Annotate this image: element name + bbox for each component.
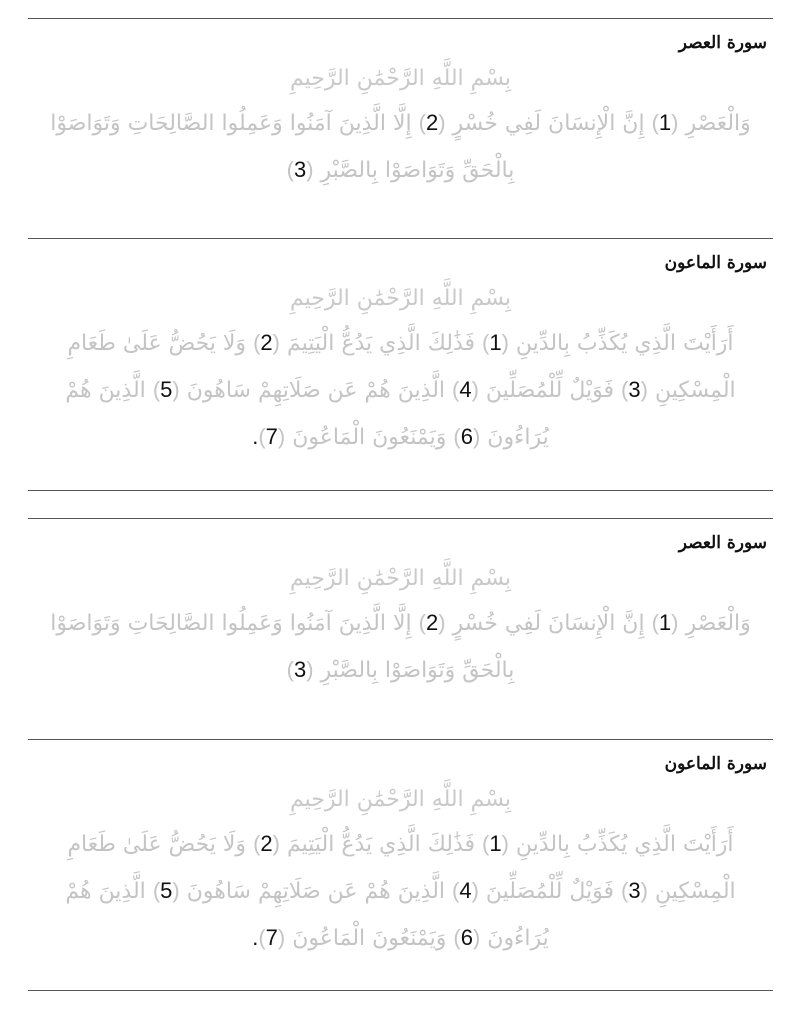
- divider-line: [28, 18, 773, 19]
- verse-text: الَّذِينَ هُمْ عَن صَلَاتِهِمْ سَاهُونَ: [186, 879, 446, 904]
- verse-number: 3: [293, 657, 307, 682]
- verse-text: وَيَمْنَعُونَ الْمَاعُونَ: [292, 926, 447, 951]
- verse-ending: .: [252, 925, 259, 950]
- verse-number: 1: [489, 330, 502, 355]
- verse-text: فَوَيْلٌ لِّلْمُصَلِّينَ: [485, 378, 615, 403]
- verse-text: فَوَيْلٌ لِّلْمُصَلِّينَ: [485, 879, 615, 904]
- verse-number: 2: [425, 110, 439, 135]
- divider-line: [28, 990, 773, 991]
- basmala: بِسْمِ اللَّهِ الرَّحْمَٰنِ الرَّحِيمِ: [289, 286, 512, 311]
- surah-section: [28, 28, 773, 194]
- verse-number: 5: [160, 878, 173, 903]
- verse-text: إِلَّا الَّذِينَ آمَنُوا وَعَمِلُوا الصَّالِحَاتِ وَتَوَاصَوْا بِالْحَقِّ وَتَوَاصَوْا بِالصَّبْرِ: [50, 611, 515, 683]
- divider-line: [28, 238, 773, 239]
- verses-block: وَالْعَصْرِ (1) إِنَّ الْإِنسَانَ لَفِي خُسْرٍ (2) إِلَّا الَّذِينَ آمَنُوا وَعَمِلُوا الصَّالِحَاتِ وَتَوَاصَوْا بِالْحَقِّ وَتَوَاصَوْا بِالصَّبْرِ (3): [50, 110, 751, 183]
- verse-text: إِنَّ الْإِنسَانَ لَفِي خُسْرٍ: [452, 611, 645, 636]
- worksheet-page: [28, 0, 773, 1024]
- verse-ending: .: [252, 424, 259, 449]
- basmala: بِسْمِ اللَّهِ الرَّحْمَٰنِ الرَّحِيمِ: [289, 787, 512, 812]
- verse-text: إِلَّا الَّذِينَ آمَنُوا وَعَمِلُوا الصَّالِحَاتِ وَتَوَاصَوْا بِالْحَقِّ وَتَوَاصَوْا بِالصَّبْرِ: [50, 111, 515, 183]
- surah-section: [28, 528, 773, 694]
- divider-line: [28, 518, 773, 519]
- verse-text: وَلَا يَحُضُّ عَلَىٰ طَعَامِ الْمِسْكِينِ: [67, 331, 736, 403]
- verses-block: أَرَأَيْتَ الَّذِي يُكَذِّبُ بِالدِّينِ (1) فَذَٰلِكَ الَّذِي يَدُعُّ الْيَتِيمَ (2) وَلَا يَحُضُّ عَلَىٰ طَعَامِ الْمِسْكِينِ (3) فَوَيْلٌ لِّلْمُصَلِّينَ (4) الَّذِينَ هُمْ عَن صَلَاتِهِمْ سَاهُونَ (5) الَّذِينَ هُمْ يُرَاءُونَ (6) وَيَمْنَعُونَ الْمَاعُونَ (7).: [65, 330, 736, 450]
- verses-block: أَرَأَيْتَ الَّذِي يُكَذِّبُ بِالدِّينِ (1) فَذَٰلِكَ الَّذِي يَدُعُّ الْيَتِيمَ (2) وَلَا يَحُضُّ عَلَىٰ طَعَامِ الْمِسْكِينِ (3) فَوَيْلٌ لِّلْمُصَلِّينَ (4) الَّذِينَ هُمْ عَن صَلَاتِهِمْ سَاهُونَ (5) الَّذِينَ هُمْ يُرَاءُونَ (6) وَيَمْنَعُونَ الْمَاعُونَ (7).: [65, 831, 736, 951]
- basmala: بِسْمِ اللَّهِ الرَّحْمَٰنِ الرَّحِيمِ: [289, 66, 512, 91]
- divider-line: [28, 490, 773, 491]
- verse-text: وَيَمْنَعُونَ الْمَاعُونَ: [292, 425, 447, 450]
- verse-text: إِنَّ الْإِنسَانَ لَفِي خُسْرٍ: [452, 111, 645, 136]
- verse-text: وَالْعَصْرِ: [685, 611, 751, 636]
- verse-text: أَرَأَيْتَ الَّذِي يُكَذِّبُ بِالدِّينِ: [515, 331, 734, 356]
- surah-title: سورة الماعون: [664, 754, 767, 774]
- verse-text: الَّذِينَ هُمْ يُرَاءُونَ: [65, 879, 549, 951]
- verse-text: أَرَأَيْتَ الَّذِي يُكَذِّبُ بِالدِّينِ: [515, 832, 734, 857]
- surah-section: [28, 248, 773, 461]
- verse-number: 2: [260, 831, 273, 856]
- verse-text: وَالْعَصْرِ: [685, 111, 751, 136]
- verse-number: 5: [160, 377, 173, 402]
- verse-number: 2: [425, 610, 439, 635]
- divider-line: [28, 739, 773, 740]
- verse-text: الَّذِينَ هُمْ عَن صَلَاتِهِمْ سَاهُونَ: [186, 378, 446, 403]
- verse-number: 4: [459, 377, 472, 402]
- verse-text: فَذَٰلِكَ الَّذِي يَدُعُّ الْيَتِيمَ: [286, 832, 476, 857]
- verse-number: 2: [260, 330, 273, 355]
- verse-number: 6: [460, 925, 473, 950]
- surah-title: سورة العصر: [678, 33, 767, 53]
- surah-section: [28, 749, 773, 962]
- basmala: بِسْمِ اللَّهِ الرَّحْمَٰنِ الرَّحِيمِ: [289, 566, 512, 591]
- verse-number: 4: [459, 878, 472, 903]
- verse-number: 6: [460, 424, 473, 449]
- verse-number: 7: [265, 424, 278, 449]
- verse-text: الَّذِينَ هُمْ يُرَاءُونَ: [65, 378, 549, 450]
- verse-number: 3: [293, 157, 307, 182]
- verse-text: فَذَٰلِكَ الَّذِي يَدُعُّ الْيَتِيمَ: [286, 331, 476, 356]
- verse-number: 1: [489, 831, 502, 856]
- verse-number: 1: [658, 110, 672, 135]
- verses-block: وَالْعَصْرِ (1) إِنَّ الْإِنسَانَ لَفِي خُسْرٍ (2) إِلَّا الَّذِينَ آمَنُوا وَعَمِلُوا الصَّالِحَاتِ وَتَوَاصَوْا بِالْحَقِّ وَتَوَاصَوْا بِالصَّبْرِ (3): [50, 610, 751, 683]
- verse-number: 3: [628, 878, 641, 903]
- verse-number: 3: [628, 377, 641, 402]
- verse-number: 1: [658, 610, 672, 635]
- verse-number: 7: [265, 925, 278, 950]
- surah-title: سورة الماعون: [664, 253, 767, 273]
- verse-text: وَلَا يَحُضُّ عَلَىٰ طَعَامِ الْمِسْكِينِ: [67, 832, 736, 904]
- surah-title: سورة العصر: [678, 533, 767, 553]
